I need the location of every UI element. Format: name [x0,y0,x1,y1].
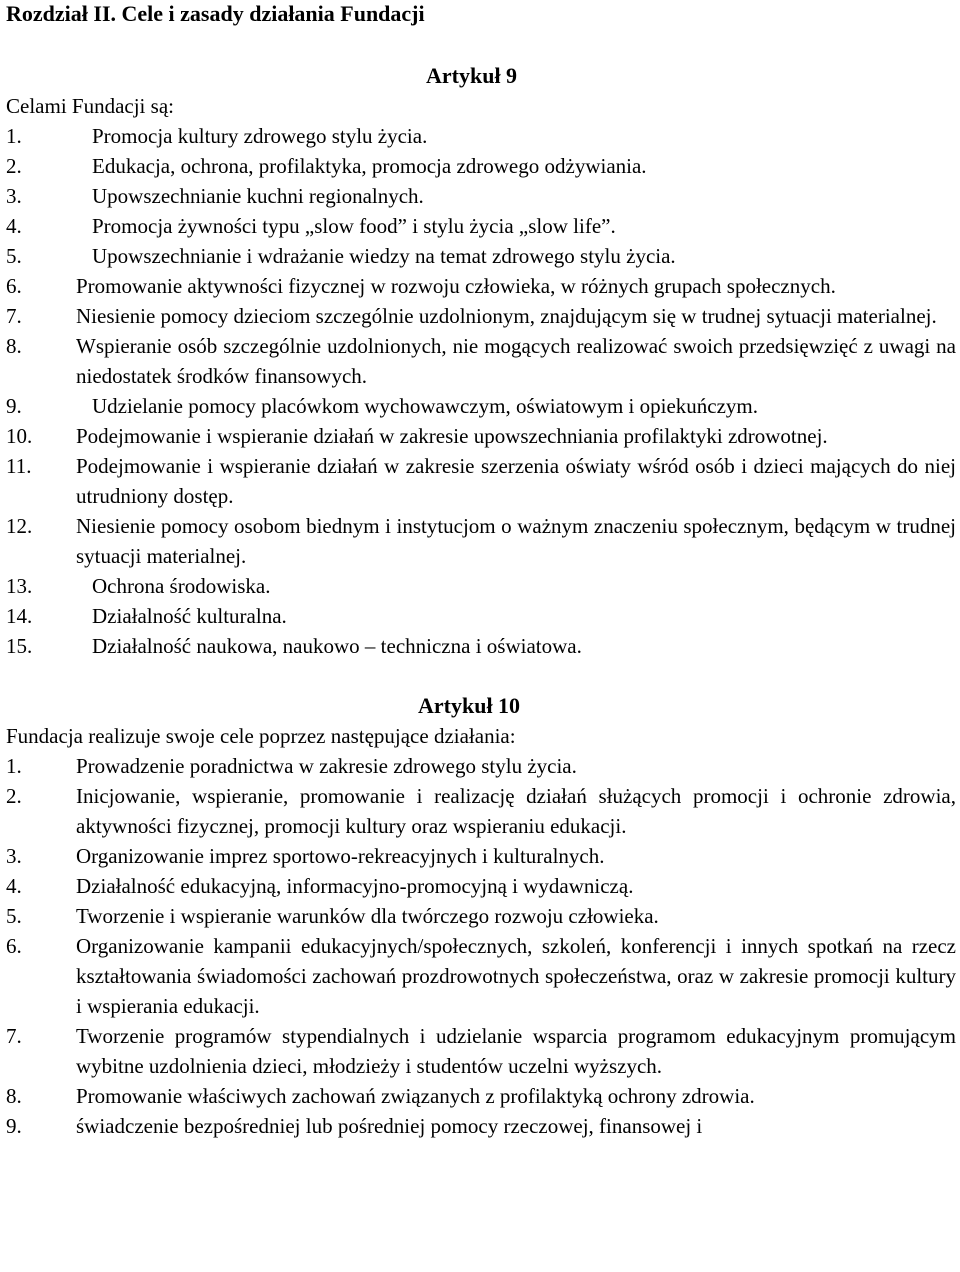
item-number: 2. [6,154,22,178]
item-text: Niesienie pomocy dzieciom szczególnie uzdolnionym, znajdującym się w trudnej sytuacji materialnej. [76,304,937,328]
item-text: Działalność edukacyjną, informacyjno-promocyjną i wydawniczą. [76,874,634,898]
item-number: 6. [6,934,22,958]
item-text: Działalność naukowa, naukowo – techniczna i oświatowa. [92,634,582,658]
list-item [6,211,956,241]
item-number: 5. [6,244,22,268]
item-text: Upowszechnianie i wdrażanie wiedzy na temat zdrowego stylu życia. [92,244,676,268]
item-number: 7. [6,304,22,328]
item-number: 9. [6,1114,22,1138]
item-text: Upowszechnianie kuchni regionalnych. [92,184,424,208]
list-item [6,241,956,271]
list-item [6,511,956,571]
item-number: 8. [6,1084,22,1108]
list-item [6,871,956,901]
list-item [6,841,956,871]
list-item [6,781,956,841]
item-text: Tworzenie programów stypendialnych i udzielanie wsparcia programom edukacyjnym promującym wybitne uzdolnienia dzieci, młodzieży i studentów uczelni wyższych. [76,1024,956,1078]
item-text: Promowanie właściwych zachowań związanych z profilaktyką ochrony zdrowia. [76,1084,755,1108]
item-number: 2. [6,784,22,808]
item-number: 15. [6,634,33,658]
list-item [6,901,956,931]
list-item [6,631,956,661]
item-text: Inicjowanie, wspieranie, promowanie i realizację działań służących promocji i ochronie zdrowia, aktywności fizycznej, promocji kultury oraz wspieraniu edukacji. [76,784,956,838]
item-number: 6. [6,274,22,298]
item-number: 14. [6,604,33,628]
list-item [6,121,956,151]
item-number: 9. [6,394,22,418]
item-text: Niesienie pomocy osobom biednym i instytucjom o ważnym znaczeniu społecznym, będącym w trudnej sytuacji materialnej. [76,514,956,568]
item-text: świadczenie bezpośredniej lub pośredniej pomocy rzeczowej, finansowej i [76,1114,703,1138]
item-text: Ochrona środowiska. [92,574,271,598]
item-text: Wspieranie osób szczególnie uzdolnionych, nie mogących realizować swoich przedsięwzięć z uwagi na niedostatek środków finansowych. [76,334,956,388]
item-number: 4. [6,214,22,238]
item-number: 12. [6,514,33,538]
list-item [6,421,956,451]
list-item [6,391,956,421]
item-text: Tworzenie i wspieranie warunków dla twórczego rozwoju człowieka. [76,904,659,928]
item-text: Promocja kultury zdrowego stylu życia. [92,124,428,148]
item-text: Udzielanie pomocy placówkom wychowawczym, oświatowym i opiekuńczym. [92,394,758,418]
item-number: 8. [6,334,22,358]
list-item [6,1081,956,1111]
list-item [6,181,956,211]
article-10-title: Artykuł 10 [418,693,521,718]
list-item [6,751,956,781]
item-text: Organizowanie imprez sportowo-rekreacyjnych i kulturalnych. [76,844,605,868]
list-item [6,331,956,391]
item-text: Promocja żywności typu „slow food” i stylu życia „slow life”. [92,214,616,238]
item-number: 13. [6,574,33,598]
item-text: Organizowanie kampanii edukacyjnych/społecznych, szkoleń, konferencji i innych spotkań na rzecz kształtowania świadomości zachowań prozdrowotnych społeczeństwa, oraz w zakresie promocji kultury i wspierania edukacji. [76,934,956,1018]
list-item [6,451,956,511]
item-number: 11. [6,454,32,478]
item-number: 7. [6,1024,22,1048]
list-item [6,571,956,601]
item-text: Prowadzenie poradnictwa w zakresie zdrowego stylu życia. [76,754,577,778]
item-text: Podejmowanie i wspieranie działań w zakresie szerzenia oświaty wśród osób i dzieci mających do niej utrudniony dostęp. [76,454,956,508]
item-number: 10. [6,424,33,448]
list-item [6,301,956,331]
article-10-intro: Fundacja realizuje swoje cele poprzez następujące działania: [6,724,516,748]
item-number: 4. [6,874,22,898]
list-item [6,151,956,181]
article-9-list [6,121,956,661]
article-9-intro: Celami Fundacji są: [6,94,174,118]
item-text: Edukacja, ochrona, profilaktyka, promocja zdrowego odżywiania. [92,154,647,178]
list-item [6,931,956,1021]
item-number: 3. [6,184,22,208]
list-item [6,1021,956,1081]
article-9-title: Artykuł 9 [426,63,518,88]
item-number: 5. [6,904,22,928]
list-item [6,271,956,301]
chapter-title: Rozdział II. Cele i zasady działania Fundacji [6,1,425,26]
item-text: Działalność kulturalna. [92,604,287,628]
list-item [6,601,956,631]
article-10-list [6,751,956,1141]
list-item [6,1111,956,1141]
item-text: Podejmowanie i wspieranie działań w zakresie upowszechniania profilaktyki zdrowotnej. [76,424,828,448]
item-text: Promowanie aktywności fizycznej w rozwoju człowieka, w różnych grupach społecznych. [76,274,836,298]
item-number: 1. [6,124,22,148]
item-number: 1. [6,754,22,778]
item-number: 3. [6,844,22,868]
